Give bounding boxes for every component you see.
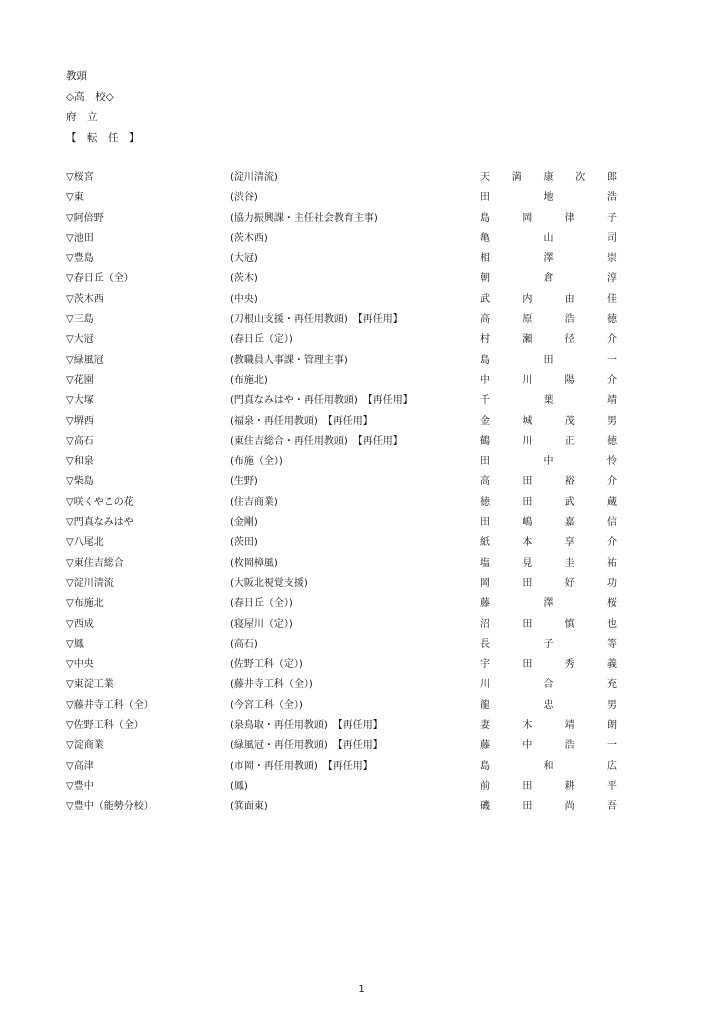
school-name: ▽八尾北 [66, 537, 104, 549]
name-character: 紙 [480, 537, 490, 549]
name-character: 川 [522, 435, 533, 447]
person-name [480, 232, 617, 246]
school-name: ▽緑風冠 [66, 354, 104, 366]
list-item [0, 658, 723, 678]
previous-post: (茨木) [230, 273, 258, 285]
name-character: 陽 [564, 374, 575, 386]
school-name: ▽佐野工科（全） [66, 720, 144, 732]
person-name [480, 293, 617, 307]
previous-post: (春日丘（全）) [230, 598, 293, 610]
name-character: 満 [511, 172, 522, 183]
previous-post: (今宮工科（全）) [230, 699, 303, 711]
person-name [480, 618, 617, 632]
list-item [0, 597, 723, 617]
previous-post: (布施（全）) [230, 456, 283, 468]
school-name: ▽堺西 [66, 415, 94, 427]
person-name [480, 699, 617, 713]
name-character: 田 [480, 456, 490, 468]
name-character: 磯 [480, 801, 490, 813]
previous-post: (淀川清流) [230, 172, 278, 183]
name-character: 武 [480, 293, 490, 305]
name-character: 金 [480, 415, 490, 427]
name-character: 嘉 [564, 517, 575, 529]
personnel-list [0, 171, 723, 821]
list-item [0, 374, 723, 394]
school-name: ▽西成 [66, 618, 94, 630]
name-character: 郎 [607, 172, 617, 183]
list-item [0, 232, 723, 252]
name-character: 澤 [543, 598, 554, 610]
name-character: 佳 [606, 293, 617, 305]
person-name [480, 313, 617, 327]
list-item [0, 780, 723, 800]
previous-post: (市岡・再任用教頭) 【再任用】 [230, 760, 373, 772]
name-character: 高 [480, 314, 490, 326]
name-character: 和 [543, 760, 554, 772]
previous-post: (鳳) [230, 780, 248, 792]
school-name: ▽春日丘（全） [66, 273, 134, 285]
person-name [480, 638, 617, 652]
previous-post: (枚岡樟風) [230, 557, 278, 569]
name-character: 義 [606, 659, 617, 671]
name-character: 介 [606, 537, 617, 549]
school-name: ▽鳳 [66, 638, 84, 650]
previous-post: (佐野工科（定）) [230, 659, 303, 671]
name-character: 中 [522, 740, 533, 752]
previous-post: (箕面東) [230, 801, 268, 813]
previous-post: (東住吉総合・再任用教頭) 【再任用】 [230, 435, 403, 447]
person-name [480, 780, 617, 794]
list-item [0, 618, 723, 638]
person-name [480, 191, 617, 205]
name-character: 澤 [543, 253, 554, 265]
name-character: 徳 [606, 314, 617, 326]
previous-post: (春日丘（定）) [230, 334, 293, 346]
name-character: 男 [606, 415, 617, 427]
name-character: 田 [522, 476, 533, 488]
previous-post: (大冠) [230, 253, 258, 265]
previous-post: (刀根山支援・再任用教頭) 【再任用】 [230, 314, 403, 326]
list-item [0, 333, 723, 353]
name-character: 正 [564, 435, 575, 447]
person-name [480, 597, 617, 611]
previous-post: (寝屋川（定）) [230, 618, 293, 630]
list-item [0, 760, 723, 780]
name-character: 介 [606, 476, 617, 488]
name-character: 径 [564, 334, 575, 346]
previous-post: (高石) [230, 638, 258, 650]
name-character: 功 [606, 577, 617, 589]
name-character: 高 [480, 476, 490, 488]
school-name: ▽淀川清流 [66, 577, 114, 589]
person-name [480, 171, 617, 185]
list-item [0, 638, 723, 658]
name-character: 康 [543, 172, 554, 183]
person-name [480, 536, 617, 550]
person-name [480, 800, 617, 814]
list-item [0, 272, 723, 292]
person-name [480, 415, 617, 429]
school-name: ▽高石 [66, 435, 94, 447]
list-item [0, 699, 723, 719]
name-character: 也 [606, 618, 617, 630]
name-character: 尚 [564, 801, 575, 813]
person-name [480, 272, 617, 286]
name-character: 平 [606, 780, 617, 792]
school-name: ▽大冠 [66, 334, 94, 346]
name-character: 長 [480, 638, 490, 650]
name-character: 田 [480, 517, 490, 529]
person-name [480, 374, 617, 388]
previous-post: (住吉商業) [230, 496, 278, 508]
name-character: 崇 [607, 253, 617, 265]
name-character: 等 [607, 638, 617, 650]
name-character: 見 [522, 557, 533, 569]
name-character: 田 [522, 780, 533, 792]
school-name: ▽門真なみはや [66, 517, 134, 529]
name-character: 山 [543, 232, 554, 244]
name-character: 田 [522, 496, 533, 508]
school-name: ▽咲くやこの花 [66, 496, 134, 508]
list-item [0, 719, 723, 739]
name-character: 慎 [564, 618, 575, 630]
name-character: 男 [607, 699, 617, 711]
previous-post: (藤井寺工科（全）) [230, 679, 313, 691]
person-name [480, 739, 617, 753]
name-character: 耕 [564, 780, 575, 792]
name-character: 圭 [564, 557, 575, 569]
name-character: 妻 [480, 720, 490, 732]
name-character: 島 [480, 760, 490, 772]
school-name: ▽三島 [66, 314, 94, 326]
name-character: 島 [480, 212, 490, 224]
name-character: 地 [543, 192, 554, 204]
name-character: 木 [522, 720, 533, 732]
name-character: 瀬 [522, 334, 533, 346]
school-name: ▽柴島 [66, 476, 94, 488]
name-character: 原 [522, 314, 533, 326]
name-character: 村 [480, 334, 490, 346]
name-character: 武 [564, 496, 575, 508]
name-character: 由 [564, 293, 575, 305]
name-character: 浩 [564, 314, 575, 326]
name-character: 川 [522, 374, 533, 386]
list-item [0, 171, 723, 191]
name-character: 介 [606, 334, 617, 346]
list-item [0, 800, 723, 820]
name-character: 秀 [564, 659, 575, 671]
person-name [480, 475, 617, 489]
list-item [0, 212, 723, 232]
name-character: 城 [522, 415, 533, 427]
previous-post: (茨田) [230, 537, 258, 549]
list-item [0, 557, 723, 577]
school-name: ▽豊中 [66, 780, 94, 792]
name-character: 徳 [480, 496, 490, 508]
list-item [0, 577, 723, 597]
previous-post: (生野) [230, 476, 258, 488]
previous-post: (福泉・再任用教頭) 【再任用】 [230, 415, 373, 427]
list-item [0, 475, 723, 495]
name-character: 中 [480, 374, 490, 386]
name-character: 桜 [607, 598, 617, 610]
name-character: 倉 [543, 273, 554, 285]
name-character: 天 [480, 172, 490, 183]
previous-post: (茨木西) [230, 232, 268, 244]
school-name: ▽布施北 [66, 598, 104, 610]
name-character: 朗 [606, 720, 617, 732]
previous-post: (渋谷) [230, 192, 258, 204]
person-name [480, 557, 617, 571]
name-character: 相 [480, 253, 490, 265]
section-heading: ◇高 校◇ [66, 91, 114, 103]
school-name: ▽大塚 [66, 395, 94, 407]
person-name [480, 435, 617, 449]
school-name: ▽阿倍野 [66, 212, 104, 224]
list-item [0, 739, 723, 759]
list-item [0, 313, 723, 333]
person-name [480, 252, 617, 266]
name-character: 子 [606, 212, 617, 224]
school-name: ▽和泉 [66, 456, 94, 468]
name-character: 子 [543, 638, 554, 650]
school-name: ▽東住吉総合 [66, 557, 124, 569]
list-item [0, 435, 723, 455]
name-character: 藤 [480, 740, 490, 752]
name-character: 広 [607, 760, 617, 772]
list-item [0, 496, 723, 516]
name-character: 司 [607, 232, 617, 244]
list-item [0, 678, 723, 698]
name-character: 内 [522, 293, 533, 305]
person-name [480, 333, 617, 347]
name-character: 律 [564, 212, 575, 224]
list-item [0, 354, 723, 374]
category-heading: 【 転 任 】 [66, 132, 140, 144]
school-name: ▽東淀工業 [66, 679, 114, 691]
school-name: ▽豊島 [66, 253, 94, 265]
person-name [480, 760, 617, 774]
person-name [480, 719, 617, 733]
name-character: 浩 [564, 740, 575, 752]
name-character: 島 [480, 354, 490, 366]
school-name: ▽池田 [66, 232, 94, 244]
school-name: ▽桜宮 [66, 172, 94, 183]
name-character: 中 [543, 456, 554, 468]
name-character: 徳 [606, 435, 617, 447]
person-name [480, 658, 617, 672]
name-character: 朝 [480, 273, 490, 285]
list-item [0, 293, 723, 313]
name-character: 本 [522, 537, 533, 549]
name-character: 蔵 [606, 496, 617, 508]
name-character: 介 [606, 374, 617, 386]
name-character: 塩 [480, 557, 490, 569]
school-name: ▽高津 [66, 760, 94, 772]
school-name: ▽豊中（能勢分校） [66, 801, 154, 813]
person-name [480, 516, 617, 530]
name-character: 宇 [480, 659, 490, 671]
name-character: 亀 [480, 232, 490, 244]
name-character: 田 [480, 192, 490, 204]
person-name [480, 394, 617, 408]
school-name: ▽淀商業 [66, 740, 104, 752]
name-character: 岡 [522, 212, 533, 224]
name-character: 田 [522, 659, 533, 671]
subsection-heading: 府 立 [66, 111, 98, 123]
name-character: 吾 [606, 801, 617, 813]
list-item [0, 536, 723, 556]
name-character: 怜 [607, 456, 617, 468]
name-character: 一 [607, 354, 617, 366]
name-character: 田 [522, 618, 533, 630]
previous-post: (協力振興課・主任社会教育主事) [230, 212, 378, 224]
list-item [0, 516, 723, 536]
name-character: 祐 [606, 557, 617, 569]
name-character: 裕 [564, 476, 575, 488]
list-item [0, 394, 723, 414]
name-character: 浩 [607, 192, 617, 204]
page-number: 1 [358, 984, 365, 995]
name-character: 次 [575, 172, 586, 183]
school-name: ▽中央 [66, 659, 94, 671]
name-character: 忠 [543, 699, 554, 711]
list-item [0, 191, 723, 211]
name-character: 鶴 [480, 435, 490, 447]
name-character: 田 [522, 801, 533, 813]
previous-post: (泉鳥取・再任用教頭) 【再任用】 [230, 720, 383, 732]
title-heading: 教頭 [66, 70, 87, 82]
previous-post: (中央) [230, 293, 258, 305]
person-name [480, 678, 617, 692]
previous-post: (大阪北視覚支援) [230, 577, 308, 589]
school-name: ▽花園 [66, 374, 94, 386]
name-character: 茂 [564, 415, 575, 427]
name-character: 靖 [607, 395, 617, 407]
name-character: 藤 [480, 598, 490, 610]
person-name [480, 496, 617, 510]
name-character: 千 [480, 395, 490, 407]
name-character: 享 [564, 537, 575, 549]
school-name: ▽藤井寺工科（全） [66, 699, 154, 711]
name-character: 淳 [607, 273, 617, 285]
person-name [480, 212, 617, 226]
name-character: 信 [606, 517, 617, 529]
previous-post: (金剛) [230, 517, 258, 529]
list-item [0, 415, 723, 435]
school-name: ▽茨木西 [66, 293, 104, 305]
previous-post: (門真なみはや・再任用教頭) 【再任用】 [230, 395, 413, 407]
person-name [480, 455, 617, 469]
name-character: 沼 [480, 618, 490, 630]
name-character: 田 [543, 354, 554, 366]
previous-post: (布施北) [230, 374, 268, 386]
name-character: 嶋 [522, 517, 533, 529]
name-character: 川 [480, 679, 490, 691]
name-character: 一 [606, 740, 617, 752]
name-character: 前 [480, 780, 490, 792]
list-item [0, 252, 723, 272]
name-character: 好 [564, 577, 575, 589]
person-name [480, 354, 617, 368]
name-character: 龍 [480, 699, 490, 711]
person-name [480, 577, 617, 591]
name-character: 合 [543, 679, 554, 691]
list-item [0, 455, 723, 475]
name-character: 田 [522, 577, 533, 589]
previous-post: (教職員人事課・管理主事) [230, 354, 348, 366]
school-name: ▽東 [66, 192, 84, 204]
name-character: 充 [607, 679, 617, 691]
previous-post: (緑風冠・再任用教頭) 【再任用】 [230, 740, 383, 752]
name-character: 靖 [564, 720, 575, 732]
name-character: 葉 [543, 395, 554, 407]
name-character: 岡 [480, 577, 490, 589]
